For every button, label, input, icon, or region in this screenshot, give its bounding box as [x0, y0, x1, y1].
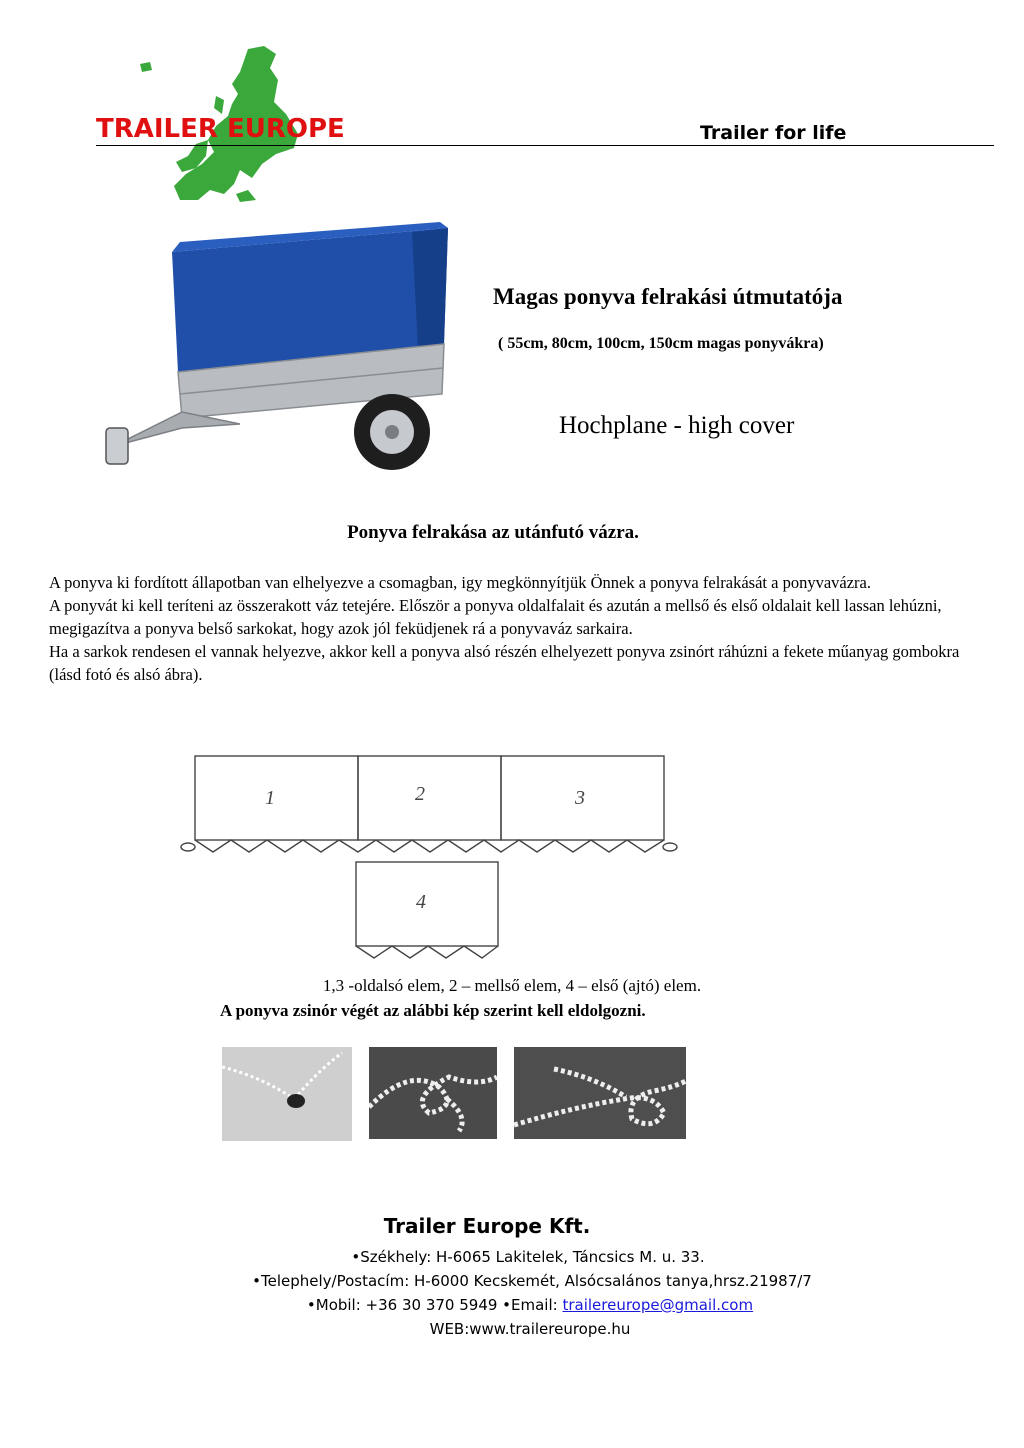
paragraph: A ponyvát ki kell teríteni az összerakott váz tetejére. Először a ponyva oldalfalait és azután a mellső és első oldalait kell lassan lehúzni, megigazítva a ponyva belső sarkokat, hogy azok jól feküdjenek rá a ponyvaváz sarkaira. [49, 596, 942, 638]
document-title: Magas ponyva felrakási útmutatója [493, 284, 843, 309]
cord-caption: A ponyva zsinór végét az alábbi kép szerint kell eldolgozni. [220, 1001, 646, 1020]
document-subtitle: ( 55cm, 80cm, 100cm, 150cm magas ponyvákra) [498, 335, 824, 352]
logo-text: TRAILER EUROPE [96, 114, 345, 144]
cover-panels-diagram [170, 752, 700, 962]
seat-address: •Székhely: H-6065 Lakitelek, Táncsics M. u. 33. [351, 1248, 705, 1266]
panel-2 [358, 756, 501, 840]
paragraph: A ponyva ki fordított állapotban van elhelyezve a csomagban, igy megkönnyítjük Önnek a ponyva felrakását a ponyvavázra. [49, 573, 871, 592]
diagram-caption: 1,3 -oldalsó elem, 2 – mellső elem, 4 – első (ajtó) elem. [322, 976, 702, 995]
panel-label-4: 4 [416, 891, 426, 913]
company-name: Trailer Europe Kft. [383, 1214, 591, 1238]
cord-photo-2 [369, 1047, 497, 1139]
contact-prefix: •Mobil: +36 30 370 5949 •Email: [306, 1296, 563, 1314]
website: WEB:www.trailereurope.hu [429, 1320, 631, 1338]
header-rule [96, 145, 994, 146]
cord-photo-3 [514, 1047, 686, 1139]
paragraph: Ha a sarkok rendesen el vannak helyezve, akkor kell a ponyva alsó részén elhelyezett ponyva zsinórt ráhúzni a fekete műanyag gombokra (lásd fotó és alsó ábra). [49, 642, 960, 684]
site-address: •Telephely/Postacím: H-6000 Kecskemét, Alsócsalános tanya,hrsz.21987/7 [252, 1272, 812, 1290]
contact-line [0, 1296, 1024, 1314]
panel-label-1: 1 [265, 787, 275, 809]
email-link[interactable]: trailereurope@gmail.com [562, 1296, 754, 1314]
trailer-image [100, 222, 460, 482]
panel-4 [356, 862, 498, 946]
panel-1 [195, 756, 358, 840]
panel-label-3: 3 [575, 787, 585, 809]
instructions-text [49, 571, 979, 686]
product-name: Hochplane - high cover [559, 412, 795, 439]
slogan: Trailer for life [700, 122, 847, 144]
cord-photo-1 [222, 1047, 352, 1141]
section-heading: Ponyva felrakása az utánfutó vázra. [347, 522, 639, 543]
panel-label-2: 2 [415, 783, 425, 805]
